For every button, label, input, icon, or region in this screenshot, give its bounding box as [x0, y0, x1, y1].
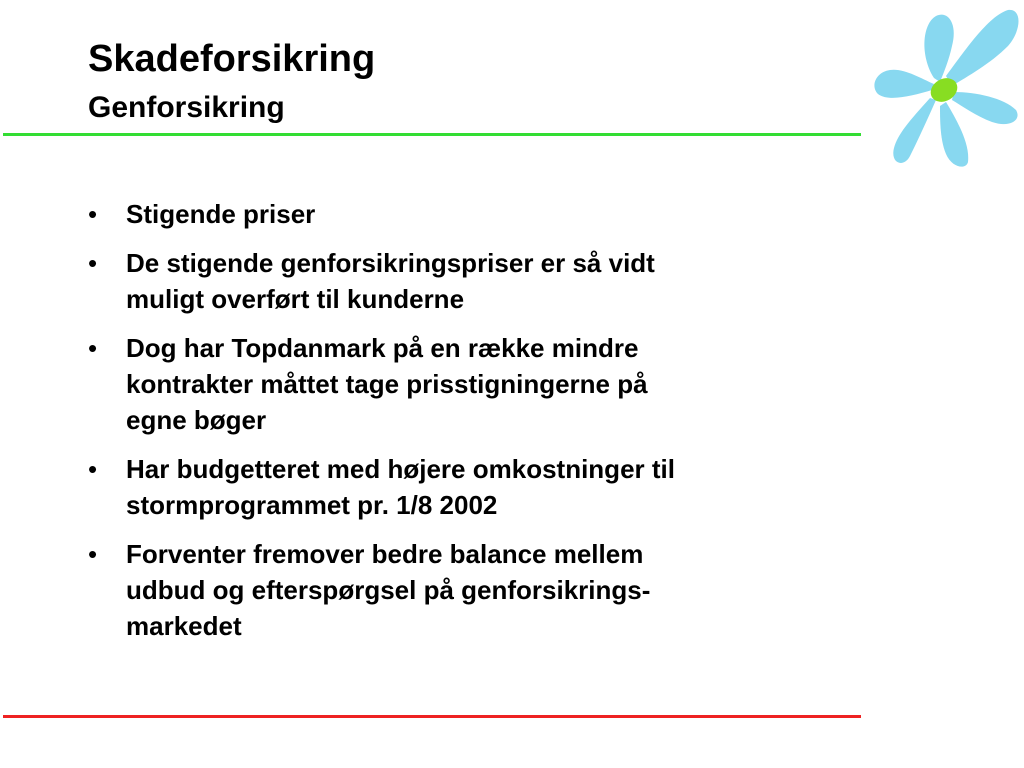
bottom-divider: [3, 715, 861, 718]
petal-bottom-right: [940, 102, 968, 167]
bullet-text-line: udbud og efterspørgsel på genforsikrings-: [126, 575, 651, 605]
bullet-text-line: kontrakter måttet tage prisstigningerne på: [126, 369, 648, 399]
bullet-marker: •: [88, 454, 98, 484]
bullet-text-line: Dog har Topdanmark på en række mindre: [126, 333, 639, 363]
bullet-text-line: Forventer fremover bedre balance mellem: [126, 539, 644, 569]
petal-upper-right: [946, 10, 1019, 86]
bullet-marker: •: [88, 248, 98, 278]
bullet-item: [88, 245, 868, 317]
bullet-list: [88, 196, 868, 657]
bullet-text-line: egne bøger: [126, 405, 267, 435]
bullet-marker: •: [88, 539, 98, 569]
bullet-text-line: stormprogrammet pr. 1/8 2002: [126, 490, 498, 520]
bullet-text-line: Stigende priser: [126, 199, 316, 229]
bullet-item: [88, 330, 868, 438]
slide-subtitle: Genforsikring: [88, 91, 285, 124]
petal-right: [952, 92, 1018, 124]
bullet-item: [88, 196, 868, 232]
bullet-text-line: Har budgetteret med højere omkostninger til: [126, 454, 675, 484]
bullet-text-line: De stigende genforsikringspriser er så vidt: [126, 248, 655, 278]
bullet-marker: •: [88, 199, 98, 229]
bullet-text-line: markedet: [126, 611, 242, 641]
top-divider: [3, 133, 861, 136]
bullet-item: [88, 536, 868, 644]
bullet-text-line: muligt overført til kunderne: [126, 284, 465, 314]
petal-left: [874, 70, 934, 98]
bullet-item: [88, 451, 868, 523]
slide-title: Skadeforsikring: [88, 38, 376, 80]
bullet-marker: •: [88, 333, 98, 363]
flower-icon: [872, 6, 1020, 170]
petal-bottom-left: [893, 98, 936, 163]
